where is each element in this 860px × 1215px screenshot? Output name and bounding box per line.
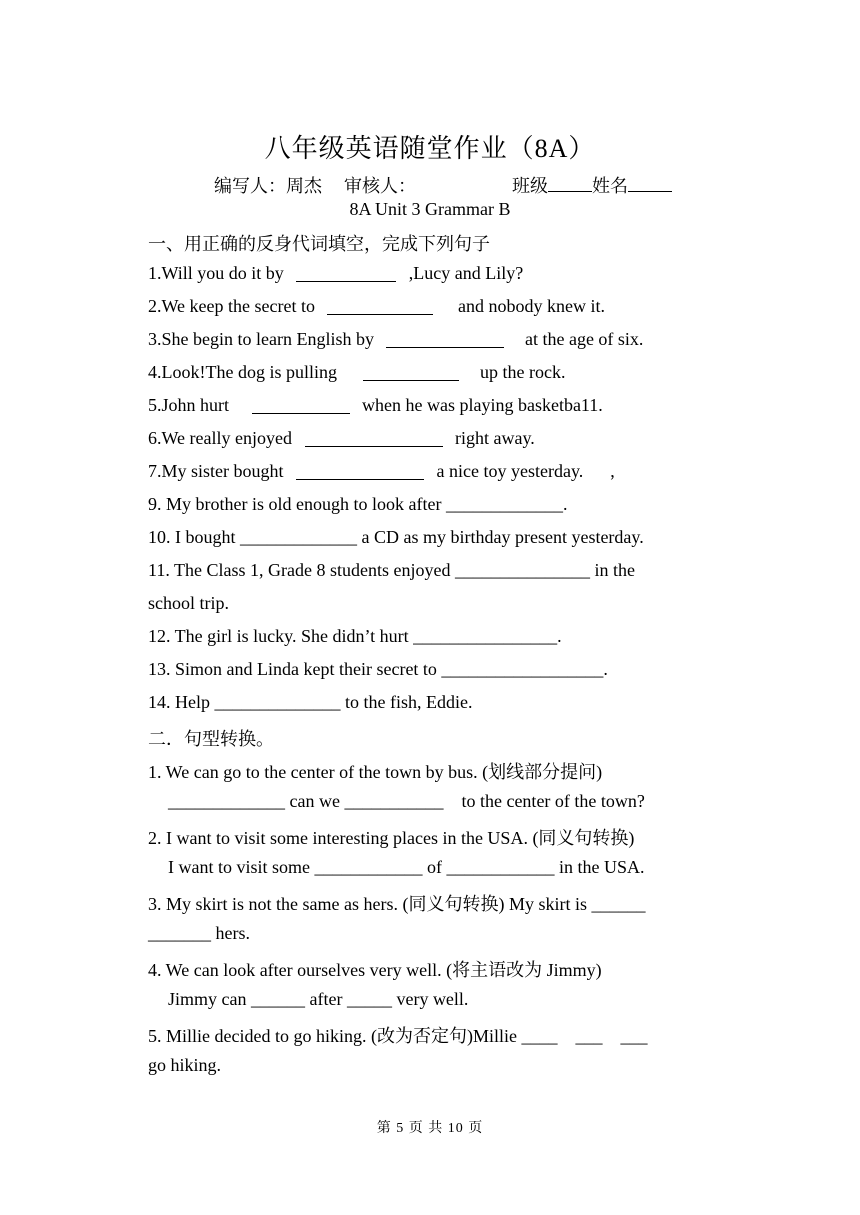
answer-blank[interactable] [305,428,443,447]
transform-3: 3. My skirt is not the same as hers. (同义句转换) My skirt is ______ [148,894,646,914]
section1-heading: 一、用正确的反身代词填空，完成下列句子 [148,234,490,254]
exercise-text: 3.She begin to learn English by [148,329,374,349]
exercise-text: 7.My sister bought [148,461,284,481]
class-label: 班级 [512,176,548,196]
answer-blank[interactable] [363,362,459,381]
transform-3-cont[interactable]: _______ hers. [148,923,250,943]
exercise-12: 12. The girl is lucky. She didn’t hurt ________________. [148,626,562,646]
answer-blank[interactable] [252,395,350,414]
answer-blank[interactable] [296,263,396,282]
info-line [214,172,672,198]
exercise-13: 13. Simon and Linda kept their secret to __________________. [148,659,608,679]
exercise-14: 14. Help ______________ to the fish, Eddie. [148,692,473,712]
exercise-text: and nobody knew it. [457,296,605,316]
exercise-11 [148,560,712,581]
exercise-10: 10. I bought _____________ a CD as my birthday present yesterday. [148,527,644,547]
page-footer: 第 5 页 共 10 页 [376,1121,484,1136]
exercise-5 [148,395,603,416]
class-blank[interactable] [548,175,592,192]
name-label: 姓名 [592,176,628,196]
transform-2: 2. I want to visit some interesting places in the USA. (同义句转换) [148,828,635,848]
transform-4: 4. We can look after ourselves very well. (将主语改为 Jimmy) [148,960,602,980]
transform-4-answer[interactable]: Jimmy can ______ after _____ very well. [168,989,469,1009]
exercise-text: 4.Look!The dog is pulling [148,362,337,382]
page-title: 八年级英语随堂作业（8A） [264,134,596,163]
answer-blank[interactable] [296,461,424,480]
exercise-text: 2.We keep the secret to [148,296,315,316]
exercise-11-cont: school trip. [148,593,229,613]
transform-5-cont: go hiking. [148,1055,222,1075]
transform-2-answer[interactable]: I want to visit some ____________ of ____________ in the USA. [168,857,645,877]
exercise-text: at the age of six. [524,329,644,349]
answer-blank[interactable] [386,329,504,348]
exercise-text: up the rock. [479,362,566,382]
exercise-text: 6.We really enjoyed [148,428,292,448]
exercise-text: a nice toy yesterday. , [436,461,615,481]
author-label: 编写人：周杰 [214,176,322,196]
exercise-7 [148,461,615,482]
section2-heading: 二．句型转换。 [148,729,274,749]
exercise-text: ,Lucy and Lily? [408,263,524,283]
answer-blank[interactable] [327,296,433,315]
exercise-text: 5.John hurt [148,395,229,415]
exercise-text: when he was playing basketba11. [362,395,603,415]
exercise-3 [148,329,643,350]
exercise-1 [148,263,523,284]
exercise-text: 1.Will you do it by [148,263,284,283]
exercise-4 [148,362,565,383]
exercise-text: 11. The Class 1, Grade 8 students enjoyed _______________ in the [148,560,635,580]
exercise-text: right away. [455,428,535,448]
unit-subtitle: 8A Unit 3 Grammar B [349,199,511,219]
exercise-9: 9. My brother is old enough to look after _____________. [148,494,568,514]
transform-1-answer[interactable]: _____________ can we ___________ to the center of the town? [168,791,645,811]
exercise-2 [148,296,605,317]
exercise-6 [148,428,535,449]
name-blank[interactable] [628,175,672,192]
transform-5: 5. Millie decided to go hiking. (改为否定句)Millie ____ ___ ___ [148,1026,648,1046]
transform-1: 1. We can go to the center of the town by bus. (划线部分提问) [148,762,603,782]
reviewer-label: 审核人： [344,176,416,196]
